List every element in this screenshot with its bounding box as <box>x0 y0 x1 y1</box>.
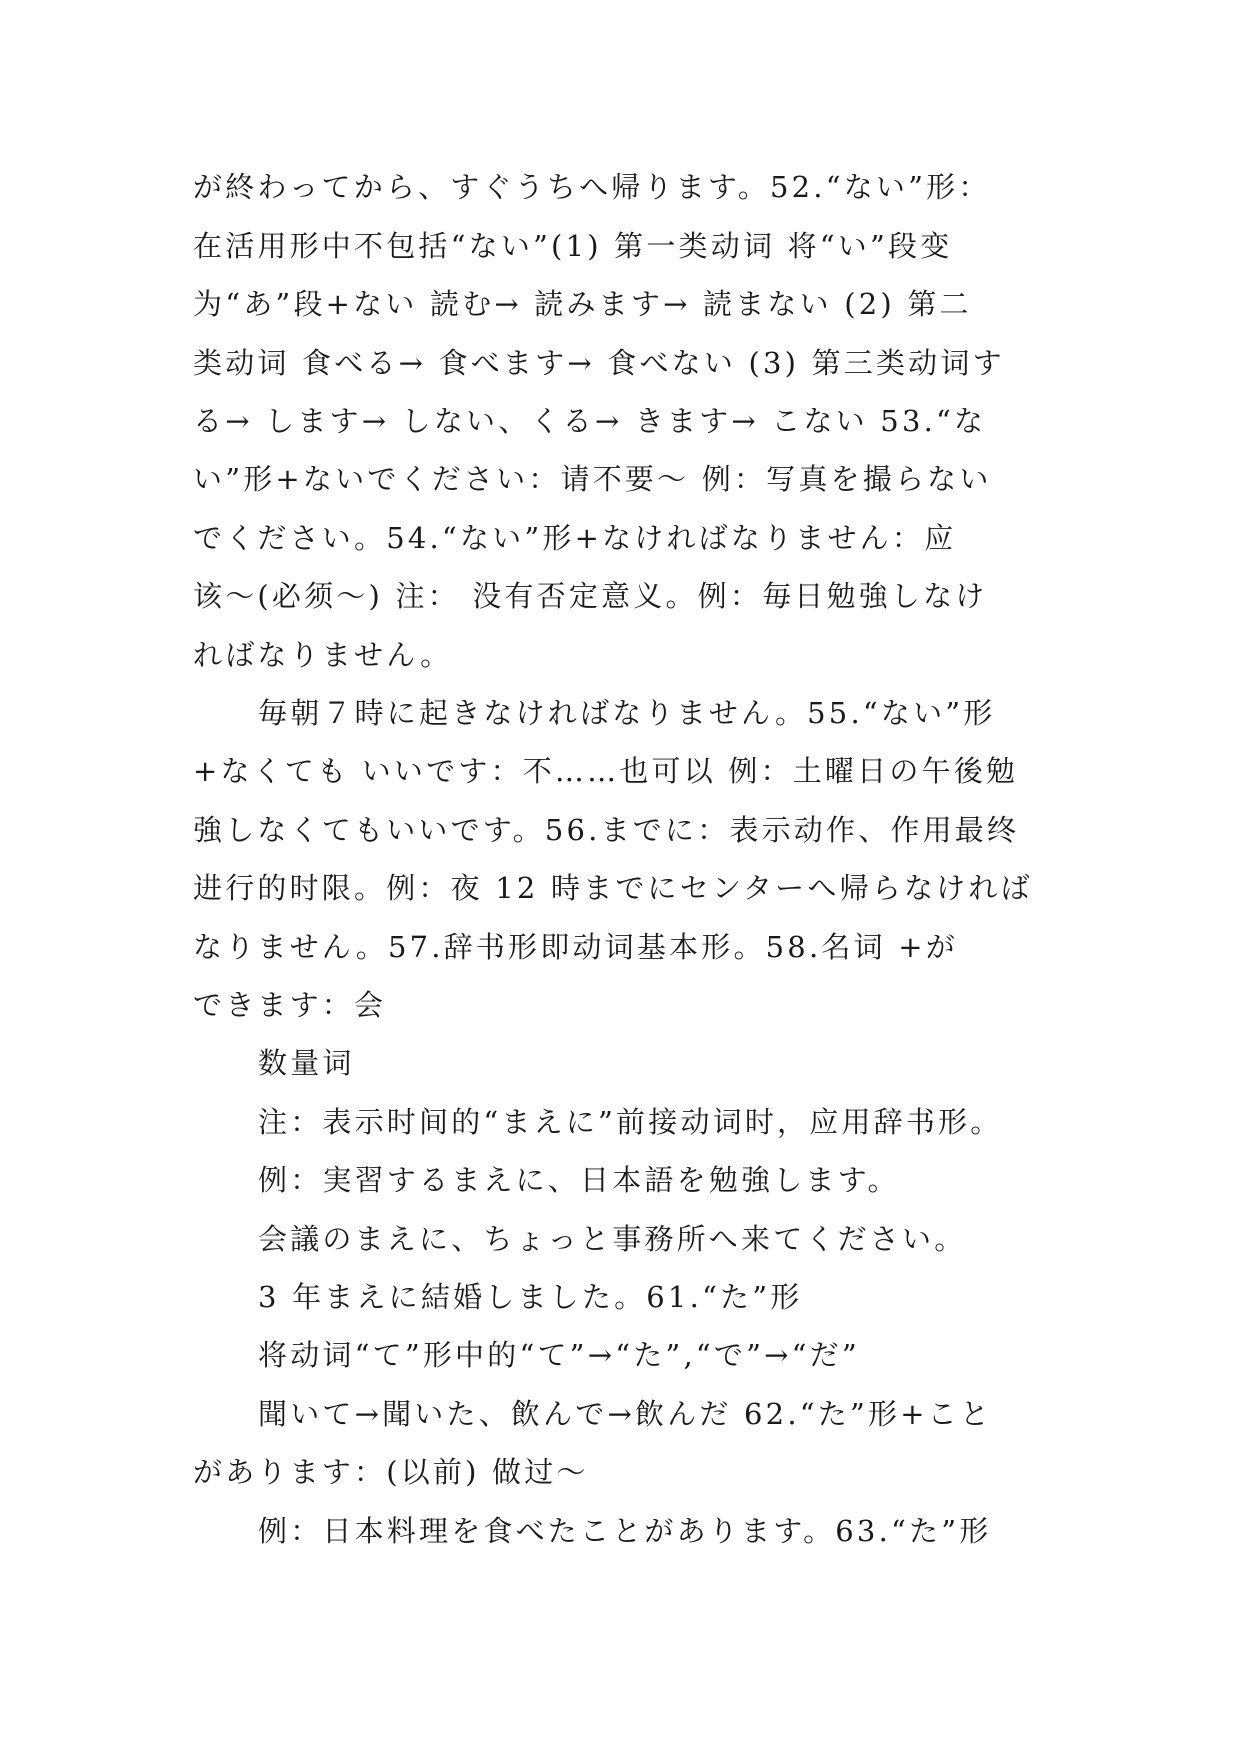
text-line: 強しなくてもいいです。56.までに：表示动作、作用最终 <box>193 813 1020 847</box>
text-line: 将动词“て”形中的“て”→“た”,“で”→“だ” <box>258 1338 860 1372</box>
text-line: 例：日本料理を食べたことがあります。63.“た”形 <box>258 1514 992 1548</box>
text-line: なりません。57.辞书形即动词基本形。58.名词 +が <box>193 930 958 964</box>
text-line: 进行的时限。例：夜 12 時までにセンターへ帰らなければ <box>193 871 1033 905</box>
text-line: が終わってから、すぐうちへ帰ります。52.“ない”形： <box>193 170 991 204</box>
paragraph-first-line: 毎朝７時に起きなければなりません。55.“ない”形 <box>258 696 996 730</box>
text-line: 类动词 食べる→ 食べます→ 食べない (3) 第三类动词す <box>193 346 1005 380</box>
text-line: 数量词 <box>258 1046 355 1080</box>
text-line: 例：実習するまえに、日本語を勉強します。 <box>258 1163 900 1197</box>
text-line: 注：表示时间的“まえに”前接动词时，应用辞书形。 <box>258 1105 1003 1139</box>
text-line: 在活用形中不包括“ない”(1) 第一类动词 将“い”段变 <box>193 229 953 263</box>
text-line: 会議のまえに、ちょっと事務所へ来てください。 <box>258 1222 967 1256</box>
text-line: でください。54.“ない”形+なければなりません：应 <box>193 521 957 555</box>
text-line: できます：会 <box>193 988 387 1022</box>
text-line: +なくても いいです：不……也可以 例：土曜日の午後勉 <box>193 754 1019 788</box>
text-line: 聞いて→聞いた、飲んで→飲んだ 62.“た”形+こと <box>258 1397 993 1431</box>
text-line: 该～(必须～) 注： 没有否定意义。例：毎日勉強しなけ <box>193 579 988 613</box>
text-line: があります：(以前) 做过～ <box>193 1455 589 1489</box>
text-line: 为“あ”段+ない 読む→ 読みます→ 読まない (2) 第二 <box>193 287 972 321</box>
text-line: ればなりません。 <box>193 638 453 672</box>
text-line: い”形+ないでください：请不要～ 例：写真を撮らない <box>193 462 992 496</box>
text-line: 3 年まえに結婚しました。61.“た”形 <box>258 1280 803 1314</box>
text-line: る→ します→ しない、くる→ きます→ こない 53.“な <box>193 404 987 438</box>
